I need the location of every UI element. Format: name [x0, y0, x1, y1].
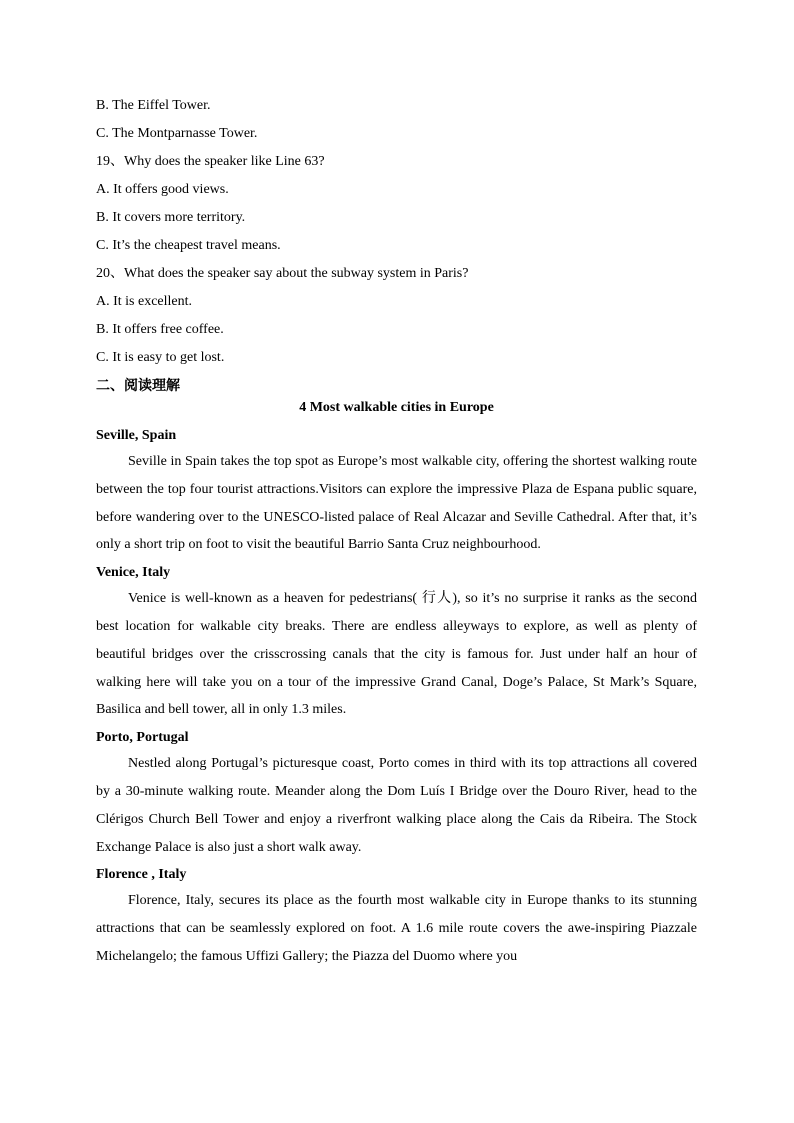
city-paragraph: Nestled along Portugal’s picturesque coast, Porto comes in third with its top attractions all covered by a 30-minute walking route. Meander along the Dom Luís I Bridge over the Douro River, head to the Clérigos Church Bell Tower and enjoy a riverfront walking place along the Cais da Ribeira. The Stock Exchange Palace is also just a short walk away. [96, 756, 697, 855]
option-line: A. It offers good views. [96, 182, 229, 197]
option-line: C. It’s the cheapest travel means. [96, 238, 281, 253]
city-section-florence [96, 861, 697, 970]
city-section-porto [96, 724, 697, 861]
option-line: C. The Montparnasse Tower. [96, 126, 258, 141]
city-heading: Seville, Spain [96, 428, 177, 443]
option-line: C. It is easy to get lost. [96, 350, 225, 365]
city-section-seville [96, 422, 697, 559]
option-line: A. It is excellent. [96, 294, 193, 309]
option-line: B. The Eiffel Tower. [96, 98, 211, 113]
city-paragraph: Seville in Spain takes the top spot as Europe’s most walkable city, offering the shortest walking route between the top four tourist attractions.Visitors can explore the impressive Plaza de Espana public square, before wandering over to the UNESCO-listed palace of Real Alcazar and Seville Cathedral. After that, it’s only a short trip on foot to visit the beautiful Barrio Santa Cruz neighbourhood. [96, 454, 697, 553]
passage-title: 4 Most walkable cities in Europe [299, 400, 494, 415]
option-line: B. It offers free coffee. [96, 322, 224, 337]
city-section-venice [96, 559, 697, 724]
city-heading: Porto, Portugal [96, 730, 189, 746]
city-paragraph: Florence, Italy, secures its place as the fourth most walkable city in Europe thanks to its stunning attractions that can be seamlessly explored on foot. A 1.6 mile route covers the awe-inspiring Piazzale Michelangelo; the famous Uffizi Gallery; the Piazza del Duomo where you [96, 893, 697, 964]
question-19: 19、Why does the speaker like Line 63? [96, 154, 325, 169]
document-page [96, 92, 697, 971]
city-heading: Florence , Italy [96, 867, 187, 883]
listening-options [96, 92, 697, 372]
city-heading: Venice, Italy [96, 565, 171, 581]
question-20: 20、What does the speaker say about the subway system in Paris? [96, 266, 469, 281]
option-line: B. It covers more territory. [96, 210, 246, 225]
section-heading: 二、阅读理解 [96, 378, 180, 394]
city-paragraph: Venice is well-known as a heaven for pedestrians( 行人), so it’s no surprise it ranks as the second best location for walkable city breaks. There are endless alleyways to explore, as well as plenty of beautiful bridges over the crisscrossing canals that the city is famous for. Just under half an hour of walking here will take you on a tour of the impressive Grand Canal, Doge’s Palace, St Mark’s Square, Basilica and bell tower, all in only 1.3 miles. [96, 591, 697, 718]
